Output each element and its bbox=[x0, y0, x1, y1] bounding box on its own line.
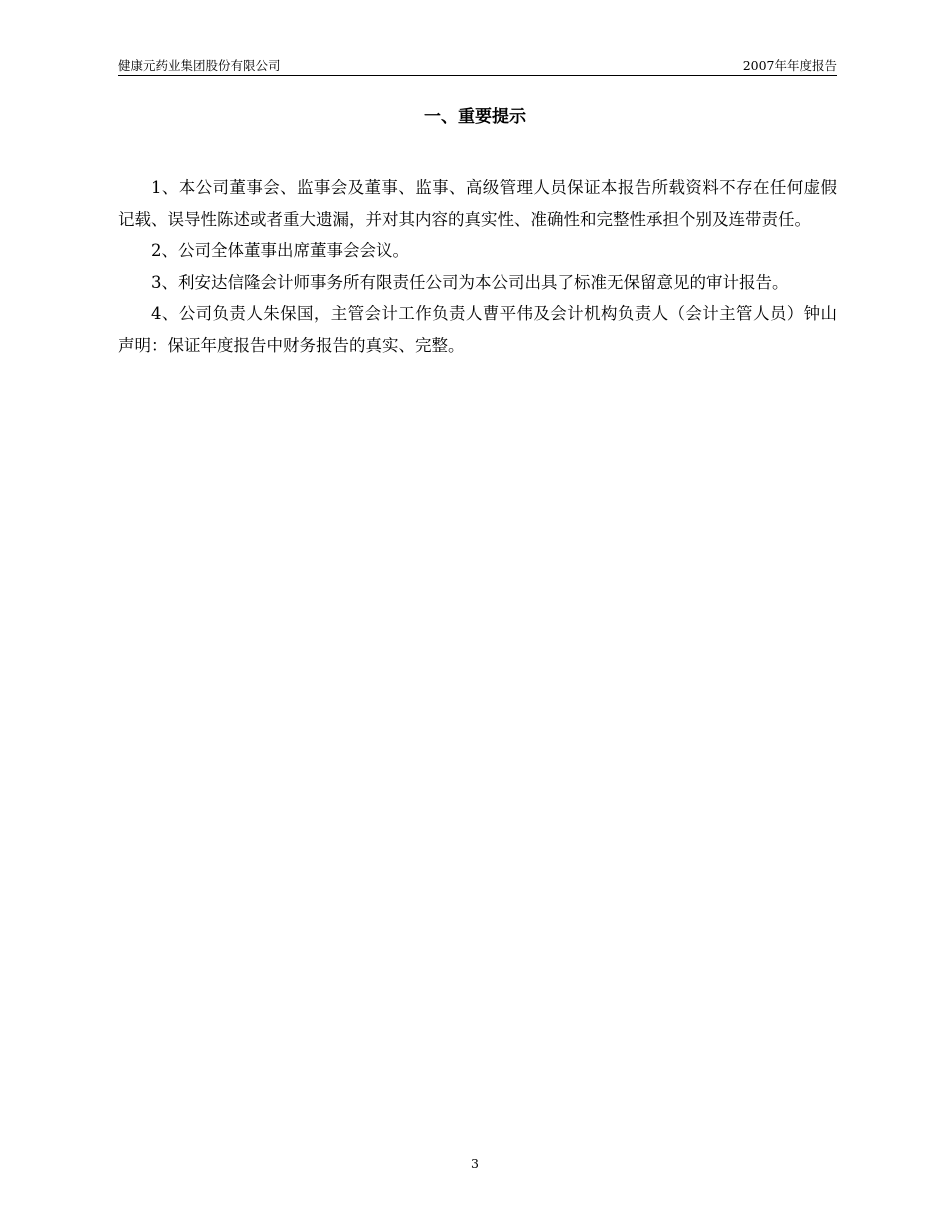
header-divider bbox=[118, 75, 837, 76]
header-company-name: 健康元药业集团股份有限公司 bbox=[118, 58, 281, 73]
page-number: 3 bbox=[471, 1156, 479, 1171]
paragraph-4: 4、公司负责人朱保国，主管会计工作负责人曹平伟及会计机构负责人（会计主管人员）钟山声明：保证年度报告中财务报告的真实、完整。 bbox=[118, 304, 837, 355]
paragraph-2: 2、公司全体董事出席董事会会议。 bbox=[151, 241, 409, 260]
paragraph-1: 1、本公司董事会、监事会及董事、监事、高级管理人员保证本报告所载资料不存在任何虚假记载、误导性陈述或者重大遗漏，并对其内容的真实性、准确性和完整性承担个别及连带责任。 bbox=[118, 178, 837, 229]
document-body bbox=[118, 172, 837, 361]
header-report-title: 2007年年度报告 bbox=[742, 58, 837, 73]
paragraph-3: 3、利安达信隆会计师事务所有限责任公司为本公司出具了标准无保留意见的审计报告。 bbox=[151, 272, 789, 292]
section-title: 一、重要提示 bbox=[424, 107, 526, 127]
page-header bbox=[118, 54, 837, 76]
